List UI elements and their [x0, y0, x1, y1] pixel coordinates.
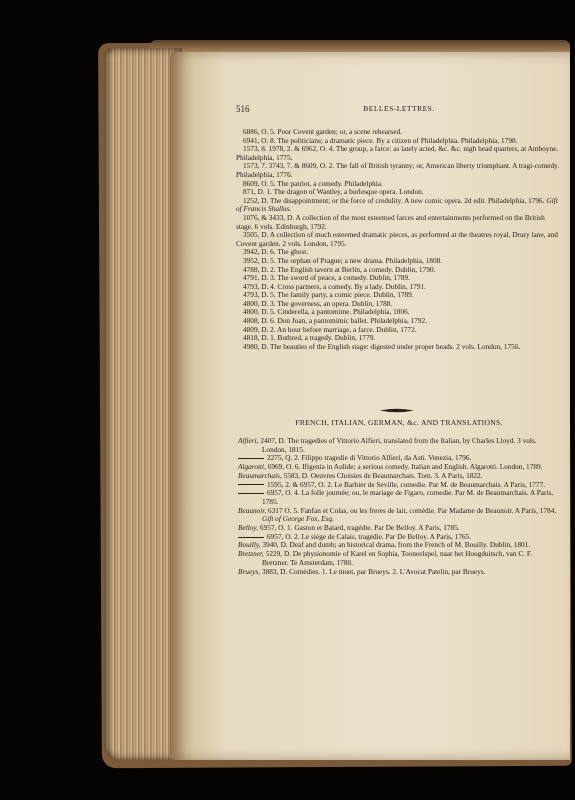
entry-text: 6317 O. 5. Fanfan et Colas, ou les freres de lait, comédie. Par Madame de Beaunoir. A Paris, 1784. — [268, 505, 557, 515]
entry-text: 6969, O. 6. Ifigenia in Aulide; a serious comedy. Italian and English. Algarotti. London, 1789. — [267, 462, 543, 472]
page-header — [236, 104, 562, 116]
entry-text: 6886, O. 5. Poor Covent garden; or, a scene rehearsed. — [243, 127, 402, 136]
translation-entry — [238, 489, 560, 506]
translation-entry — [238, 568, 560, 577]
page-number: 516 — [236, 104, 250, 114]
entry-text: 4808, D. 6. Don Juan, a pantomimic ballet. Philadelphia, 1792. — [243, 316, 428, 326]
entry-text: 4809, D. 2. An hour before marriage, a farce. Dublin, 1772. — [243, 324, 417, 334]
entry-text: 1076, & 3433, D. A collection of the most esteemed farces and entertainments performed on the British stage. 6 vols. Edinburgh, 1792. — [236, 212, 545, 231]
entry-text: 4788, D. 2. The English tavern at Berlin, a comedy. Dublin, 1790. — [243, 264, 436, 274]
entry-text: 871, D. 1. The dragon of Wantley, a burlesque opera. London. — [243, 187, 424, 197]
entry-text: 3883, D. Comédies. 1. Le muet, par Brueys. 2. L'Avocat Patelin, par Brueys. — [261, 566, 486, 576]
entry-text: 1252, D. The disappointment; or the force of credulity. A new comic opera. 2d edit. Philadelphia, 1796. — [243, 195, 545, 205]
catalog-entry — [236, 162, 562, 179]
catalog-entry — [236, 214, 562, 231]
entry-text: 8609, O. 5. The patriot, a comedy. Philadelphia. — [243, 178, 383, 188]
translation-entry — [238, 437, 560, 454]
entry-author: Bouilly, — [238, 540, 261, 550]
section-divider-ornament — [380, 408, 414, 413]
translation-entry — [238, 550, 560, 567]
entry-list — [236, 128, 562, 351]
entry-text: 6941, O. 8. The politicians; a dramatic piece. By a citizen of Philadelphia. Philadelphia, 1798. — [243, 135, 518, 145]
entry-text: 3952, D. 5. The orphan of Prague; a new drama. Philadelphia, 1808. — [243, 255, 443, 265]
entry-text: 1573, 8. 1978, 2. & 6962, O. 4. The group, a farce: as lately acted, &c. &c. nigh head quarters, at Amboyne. Philadelphia, 1775. — [236, 144, 559, 162]
catalog-entry — [236, 197, 562, 214]
ditto-dash — [238, 537, 264, 538]
entry-author: Bretzner, — [238, 549, 264, 559]
entry-text: 4800, D. 3. The governess, an opera. Dublin, 1788. — [243, 298, 393, 308]
entry-text: 4818, D. 1. Buthred, a tragedy. Dublin, 1779. — [243, 333, 376, 343]
entry-text: 3942, D. 6. The ghost. — [243, 247, 309, 257]
entry-text: 3505, D. A collection of much esteemed dramatic pieces, as performed at the theatres royal, Drury lane, and Covent garden. 2 vols. London, 1795. — [236, 230, 558, 248]
entry-text: 6957, O. 2. Le siége de Calais, tragédie. Par De Belloy. A Paris, 1765. — [267, 531, 472, 541]
entry-text: 5583, D. Oeuvres Choisies de Beaumarchais. Tom. 3. A Paris, 1822. — [283, 470, 483, 480]
entry-text: 2275, Q. 2. Filippo tragedie di Vittorio Alfieri, da Asti. Venezia, 1796. — [267, 453, 472, 463]
entry-text: 4793, D. 5. The family party, a comic piece. Dublin, 1789. — [243, 290, 414, 300]
entry-author: Brueys, — [238, 566, 261, 576]
entry-author: Belloy, — [238, 523, 259, 533]
entry-text: 6957, O. 1. Gaston et Baiard, tragédie. Par De Belloy. A Paris, 1785. — [259, 523, 460, 533]
entry-text: 4800, D. 5. Cinderella, a pantomime. Philadelphia, 1806. — [243, 307, 410, 317]
entry-author: Alfieri, — [238, 436, 259, 445]
gift-note: Gift of George Fox, Esq. — [262, 514, 334, 524]
running-head: BELLES-LETTRES. — [363, 104, 435, 113]
entry-text: 6957, O. 4. La folle journée; ou, le mariage de Figaro, comedie. Par M. de Beaumarchais. A Paris, 1785. — [262, 488, 554, 506]
entry-text: 1595, 2. & 6957, O. 2. Le Barbier de Seville, comedie. Par M. de Beaumarchais. A Paris, 1777. — [267, 479, 546, 489]
translation-entry-list — [238, 437, 560, 576]
entry-text: 4791, D. 3. The sword of peace, a comedy. Dublin, 1789. — [243, 273, 410, 283]
catalog-entry — [236, 145, 562, 162]
catalog-entry — [236, 343, 562, 352]
entry-author: Beaumarchais, — [238, 470, 282, 480]
entry-text: 3940, D. Deaf and dumb; an historical drama, from the French of M. Bouilly. Dublin, 1801. — [262, 540, 531, 550]
ditto-dash — [238, 484, 264, 485]
translation-entry — [238, 507, 560, 524]
entry-text: 4980, D. The beauties of the English stage: digested under proper heads. 2 vols. London, 1756. — [243, 341, 521, 351]
catalog-entry — [236, 231, 562, 248]
entry-text: 1573, 7. 3743, 7. & 8609, O. 2. The fall of British tyranny; or, American liberty triumphant. A tragi-comedy. Philadelphia, 1776. — [236, 161, 560, 179]
section-title: FRENCH, ITALIAN, GERMAN, &c. AND TRANSLATIONS. — [295, 418, 503, 427]
entry-text: 2407, D. The tragedies of Vittorio Alfieri, translated from the Italian, by Charles Lloyd. 3 vols. London, 1815. — [260, 436, 537, 454]
gift-note: Gift of Francis Shallus. — [236, 195, 558, 214]
entry-author: Beaunoir, — [238, 505, 267, 515]
ditto-dash — [238, 458, 264, 459]
ditto-dash — [238, 493, 264, 494]
entry-text: 5229, D. De physionomie of Karel en Sophia, Tooneelspel, naar het Hoogduitsch, van C. F. Bretzner. Te Amsterdam, 1780. — [262, 549, 533, 567]
entry-author: Algarotti, — [238, 462, 266, 472]
entry-text: 4793, D. 4. Cross partners, a comedy. By a lady. Dublin, 1791. — [243, 281, 426, 291]
